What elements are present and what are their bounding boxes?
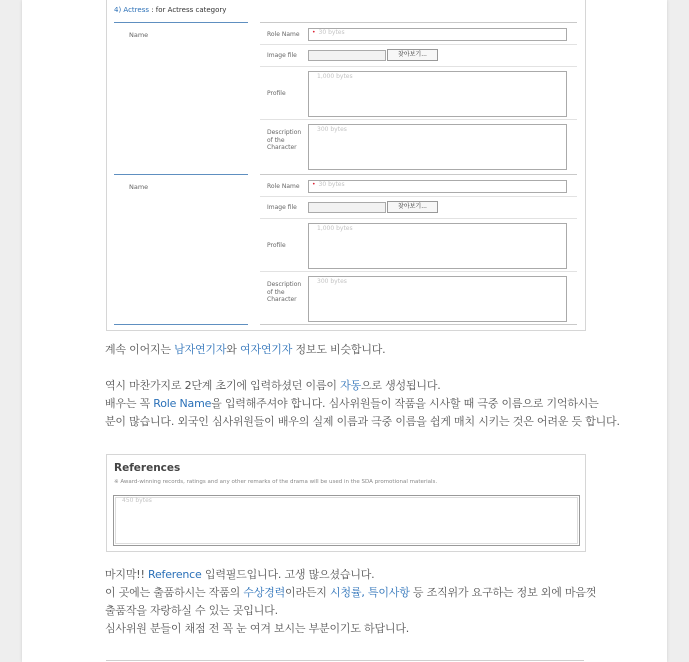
divider: [114, 324, 248, 325]
paragraph-reference: [105, 566, 596, 638]
name-label: Name: [129, 31, 149, 39]
text-line: 마지막!! Reference 입력필드입니다. 고생 많으셨습니다.: [105, 568, 375, 581]
profile-textarea[interactable]: 1,000 bytes: [308, 71, 567, 117]
required-mark: •: [312, 29, 316, 36]
name-column: [114, 174, 248, 325]
text-line: 심사위원 분들이 채점 전 꼭 눈 여겨 보시는 부분이기도 하답니다.: [105, 622, 410, 635]
description-textarea[interactable]: 300 bytes: [308, 276, 567, 322]
description-row: [260, 271, 577, 325]
description-label: Description of the Character: [267, 281, 302, 303]
references-screenshot: [106, 454, 586, 552]
profile-textarea[interactable]: 1,000 bytes: [308, 223, 567, 269]
image-file-path[interactable]: [308, 50, 386, 61]
paragraph-role-name: [105, 377, 620, 431]
role-name-input[interactable]: • 30 bytes: [308, 28, 567, 41]
actress-entry-2: [107, 174, 585, 324]
role-name-label: Role Name: [267, 31, 300, 38]
name-column: [114, 22, 248, 173]
description-textarea[interactable]: 300 bytes: [308, 124, 567, 170]
description-label: Description of the Character: [267, 129, 302, 151]
image-file-label: Image file: [267, 204, 297, 211]
actress-section-title: 4) Actress : for Actress category: [114, 6, 227, 14]
name-label: Name: [129, 183, 149, 191]
role-name-label: Role Name: [267, 183, 300, 190]
references-textarea[interactable]: 450 bytes: [113, 495, 580, 546]
image-file-path[interactable]: [308, 202, 386, 213]
browse-button[interactable]: 찾아보기...: [387, 201, 438, 213]
role-name-row: [260, 23, 577, 45]
text-line: 배우는 꼭 Role Name을 입력해주셔야 합니다. 심사위원들이 작품을 시사할 때 극중 이름으로 기억하시는: [105, 397, 599, 410]
actress-entry-1: [107, 22, 585, 172]
image-file-label: Image file: [267, 52, 297, 59]
image-file-row: [260, 196, 577, 219]
profile-label: Profile: [267, 90, 286, 97]
profile-row: [260, 66, 577, 120]
paragraph-actor-info: 계속 이어지는 남자연기자와 여자연기자 정보도 비슷합니다.: [105, 343, 386, 356]
divider: [106, 660, 584, 661]
role-name-input[interactable]: • 30 bytes: [308, 180, 567, 193]
text-line: 역시 마찬가지로 2단계 초기에 입력하셨던 이름이 자동으로 생성됩니다.: [105, 379, 441, 392]
image-file-row: [260, 44, 577, 67]
required-mark: •: [312, 181, 316, 188]
text-line: 이 곳에는 출품하시는 작품의 수상경력이라든지 시청률, 특이사항 등 조직위가 요구하는 정보 외에 마음껏: [105, 586, 597, 599]
role-name-row: [260, 175, 577, 197]
fields-column: [260, 22, 577, 173]
profile-row: [260, 218, 577, 272]
fields-column: [260, 174, 577, 325]
text-line: 분이 많습니다. 외국인 심사위원들이 배우의 실제 이름과 극중 이름을 쉽게 매치 시키는 것은 어려운 듯 합니다.: [105, 415, 620, 428]
browse-button[interactable]: 찾아보기...: [387, 49, 438, 61]
profile-label: Profile: [267, 242, 286, 249]
references-title: References: [114, 462, 181, 474]
divider: [260, 324, 577, 325]
text-line: 출품작을 자랑하실 수 있는 곳입니다.: [105, 604, 278, 617]
actress-form-screenshot: [106, 0, 586, 331]
textarea-inner: [115, 497, 578, 544]
references-note: ※ Award-winning records, ratings and any other remarks of the drama will be used in the SDA promotional materials.: [114, 479, 438, 485]
description-row: [260, 119, 577, 173]
